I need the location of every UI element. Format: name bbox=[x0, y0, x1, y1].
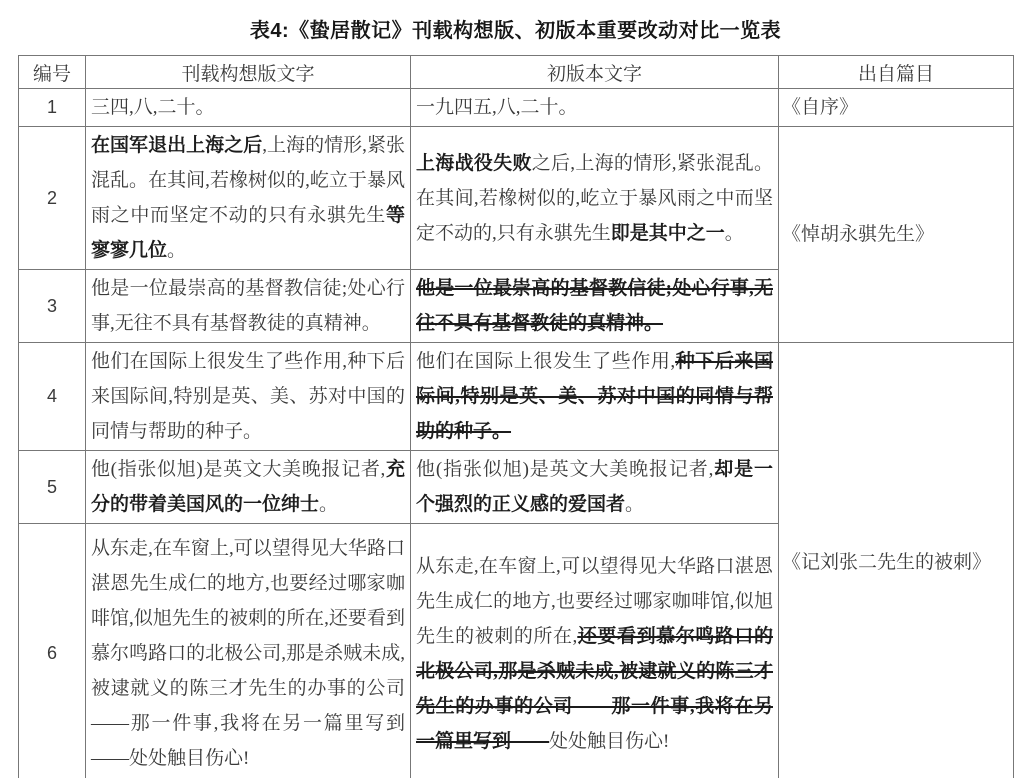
first-edition-text-run: 从东走,在车窗上,可以望得见大华路口湛恩先生成仁的地方,也要经过哪家咖啡馆,似旭先生的被刺的所在, bbox=[416, 555, 773, 647]
table-row bbox=[19, 127, 1014, 270]
draft-version-text-cell bbox=[86, 451, 411, 524]
draft-text-run: 三四,八,二十。 bbox=[91, 97, 215, 118]
row-number-cell: 1 bbox=[19, 89, 86, 127]
header-cell-source-chapter: 出自篇目 bbox=[779, 56, 1014, 89]
first-edition-text-run: 处处触目伤心! bbox=[549, 730, 670, 752]
first-edition-text-struck-run: 还要看到慕尔鸣路口的北极公司,那是杀贼未成,被逮就义的陈三才先生的办事的公司——那一件事,我将在另一篇里写到—— bbox=[416, 625, 773, 752]
table-row bbox=[19, 343, 1014, 451]
row-number-cell: 3 bbox=[19, 270, 86, 343]
table-title: 表4:《蛰居散记》刊载构想版、初版本重要改动对比一览表 bbox=[249, 20, 782, 42]
draft-text-run: 他们在国际上很发生了些作用,种下后来国际间,特别是英、美、苏对中国的同情与帮助的种子。 bbox=[91, 351, 405, 442]
draft-text-bold-run: 充分的带着美国风的一位绅士 bbox=[91, 459, 405, 515]
draft-text-bold-run: 等寥寥几位 bbox=[91, 205, 405, 261]
header-cell-number: 编号 bbox=[19, 56, 86, 89]
draft-version-text-cell bbox=[86, 89, 411, 127]
first-edition-text-run: 一九四五,八,二十。 bbox=[416, 97, 578, 118]
first-edition-text-run: 他(指张似旭)是英文大美晚报记者, bbox=[416, 459, 714, 480]
first-edition-text-bold-run: 上海战役失败 bbox=[416, 152, 532, 174]
comparison-table bbox=[18, 55, 1014, 778]
table-body bbox=[19, 89, 1014, 778]
first-edition-text-cell bbox=[411, 127, 779, 270]
source-chapter-cell: 《悼胡永骐先生》 bbox=[779, 127, 1014, 343]
header-row bbox=[19, 56, 1014, 89]
draft-text-bold-run: 在国军退出上海之后 bbox=[91, 135, 263, 156]
row-number-cell: 5 bbox=[19, 451, 86, 524]
header-cell-draft-text: 刊载构想版文字 bbox=[86, 56, 411, 89]
draft-version-text-cell bbox=[86, 127, 411, 270]
first-edition-text-bold-run: 却是一个强烈的正义感的爱国者 bbox=[416, 459, 773, 515]
draft-version-text-cell bbox=[86, 270, 411, 343]
draft-text-run: 他是一位最崇高的基督教信徒;处心行事,无往不具有基督教徒的真精神。 bbox=[91, 278, 405, 334]
draft-text-run: ,上海的情形,紧张混乱。在其间,若橡树似的,屹立于暴风雨之中而坚定不动的只有永骐先生 bbox=[91, 135, 405, 226]
draft-text-run: 。 bbox=[319, 494, 339, 515]
table-row bbox=[19, 89, 1014, 127]
first-edition-text-cell bbox=[411, 343, 779, 451]
first-edition-text-run: 之后,上海的情形,紧张混乱。在其间,若橡树似的,屹立于暴风雨之中而坚定不动的,只有永骐先生 bbox=[416, 152, 773, 244]
header-cell-first-edition-text: 初版本文字 bbox=[411, 56, 779, 89]
source-chapter-cell: 《自序》 bbox=[779, 89, 1014, 127]
row-number-cell: 4 bbox=[19, 343, 86, 451]
first-edition-text-struck-run: 他是一位最崇高的基督教信徒;处心行事,无往不具有基督教徒的真精神。 bbox=[416, 278, 773, 334]
draft-text-run: 。 bbox=[167, 240, 187, 261]
row-number-cell: 6 bbox=[19, 524, 86, 778]
first-edition-text-run: 。 bbox=[724, 222, 744, 244]
first-edition-text-cell bbox=[411, 89, 779, 127]
first-edition-text-struck-run: 种下后来国际间,特别是英、美、苏对中国的同情与帮助的种子。 bbox=[416, 351, 773, 442]
first-edition-text-cell bbox=[411, 524, 779, 778]
first-edition-text-cell bbox=[411, 270, 779, 343]
draft-version-text-cell bbox=[86, 343, 411, 451]
first-edition-text-run: 。 bbox=[625, 494, 645, 515]
draft-version-text-cell bbox=[86, 524, 411, 778]
draft-text-run: 他(指张似旭)是英文大美晚报记者, bbox=[91, 459, 386, 480]
first-edition-text-cell bbox=[411, 451, 779, 524]
first-edition-text-bold-run: 即是其中之一 bbox=[610, 222, 725, 244]
first-edition-text-run: 他们在国际上很发生了些作用, bbox=[416, 351, 676, 372]
row-number-cell: 2 bbox=[19, 127, 86, 270]
source-chapter-cell: 《记刘张二先生的被刺》 bbox=[779, 343, 1014, 778]
draft-text-run: 从东走,在车窗上,可以望得见大华路口湛恩先生成仁的地方,也要经过哪家咖啡馆,似旭先生的被刺的所在,还要看到慕尔鸣路口的北极公司,那是杀贼未成,被逮就义的陈三才先生的办事的公司——那一件事,我将在另一篇里写到——处处触目伤心! bbox=[91, 538, 405, 769]
